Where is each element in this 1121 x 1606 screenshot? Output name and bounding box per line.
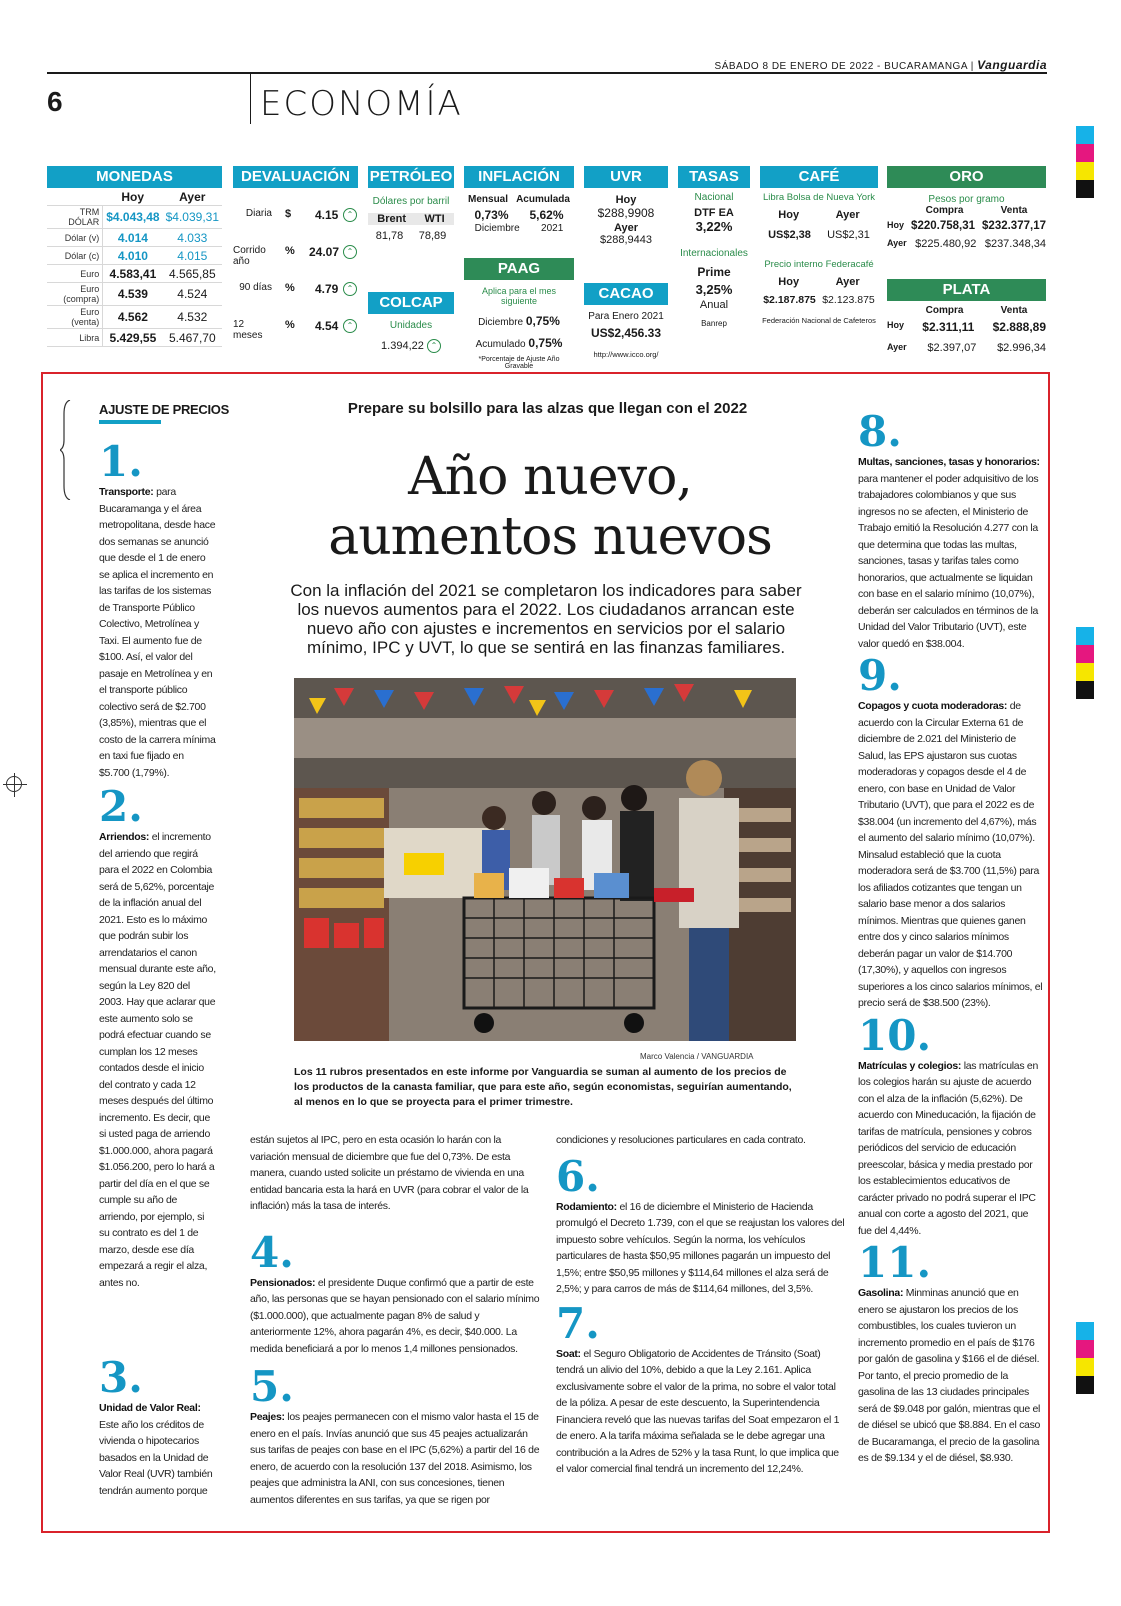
brace-icon — [60, 400, 74, 500]
list-item: Copagos y cuota moderadoras: de acuerdo con la Circular Externa 61 de diciembre de 2.021 del Ministerio de Salud, las EPS ajustaron sus cuotas moderadoras y copagos desde el 4 de enero, con base en Unidad de Valor Tributario (UVT), que para el 2022 es de $38.004 (un incremento del 4,67%), más el aumento del salario mínimo (10,07%). Minsalud estableció que la cuota moderadora será de $3.700 (11,5%) para los afiliados cotizantes que tengan un salario base menor a dos salarios mínimos. Mientras que quienes ganen entre dos y cinco salarios mínimos deberán pagar un valor de $14.700 (17,30%), y aquellos con ingresos superiores a los cinco salarios mínimos, el precio será de $38.500 (23%). — [858, 700, 1043, 1009]
petroleo-subtitle: Dólares por barril — [372, 196, 450, 207]
cacao-value: US$2,456.33 — [590, 326, 662, 340]
item-number: 9. — [858, 651, 902, 700]
list-item-continued: están sujetos al IPC, pero en esta ocasión lo harán con la variación mensual de diciembre que fue del 0,73%. De esta manera, cuando usted solicite un préstamo de vivienda en una entidad bancaria esta la hará en UVR (para cobrar el valor de la inflación) más la tasa de interés. — [250, 1134, 529, 1212]
list-item: Soat: el Seguro Obligatorio de Accidentes de Tránsito (Soat) tendrá un alivio del 10%, debido a que la Ley 2.161. Aplica exclusivamente sobre el valor de la prima, no sobre el valor total de la póliza. A pesar de este descuento, la Superintendencia Financiera reveló que las nuevas tarifas del Soat empezaron el 1 de enero. A la tarifa máxima señalada se le debe agregar una contribución a la Adres de 52% y la tasa Runt, lo que implica que el valor comercial final tendrá un incremento del 12,24%. — [556, 1347, 840, 1475]
supermarket-photo — [294, 678, 796, 1041]
uvr-box: UVR Hoy $288,9908 Ayer $288,9443 — [584, 166, 668, 246]
table-row: Dólar (v) 4.014 4.033 — [47, 229, 222, 247]
devaluacion-box: DEVALUACIÓN Diaria $ 4.15 ⌃ Corrido año % 24.07 ⌃ 90 días % 4.79 ⌃ 12 meses % 4.54 ⌃ — [233, 166, 358, 368]
wti-value: 78,89 — [418, 230, 447, 242]
list-item-continued: condiciones y resoluciones particulares en cada contrato. — [556, 1134, 806, 1146]
uvr-ayer: $288,9443 — [600, 234, 652, 246]
article-column-2 — [250, 1132, 540, 1508]
list-item: Arriendos: el incremento del arriendo que regirá para el 2022 en Colombia será de 5,62%, porcentaje de la inflación anual del 2021. Esto es lo máximo que podrán subir los arrendatarios el canon mensual durante este año, según la Ley 820 del 2003. Hay que aclarar que este aumento solo se podrá efectuar cuando se cumplan los 12 meses contados desde el inicio del contrato y cada 12 meses después del último incremento. Es decir, que si usted paga de arriendo $1.000.000, ahora pagará $1.056.200, pero lo hará a partir del día en el que se cumple su año de arriendo, por ejemplo, si su contrato es del 1 de marzo, desde ese día empezará a regir el alza, antes no. — [99, 831, 216, 1289]
brand-logo: Vanguardia — [977, 58, 1047, 72]
cacao-box: CACAO Para Enero 2021 US$2,456.33 http://www.icco.org/ — [584, 283, 668, 359]
arrow-up-icon: ⌃ — [343, 245, 357, 259]
plata-box: PLATA Compra Venta Hoy $2.311,11 $2.888,89 Ayer $2.397,07 $2.996,34 — [887, 281, 1046, 354]
paag-box: PAAG Aplica para el mes siguiente Diciembre 0,75% Acumulado 0,75% *Porcentaje de Ajuste Año Gravable — [464, 258, 574, 370]
colcap-value: 1.394,22 — [381, 339, 424, 352]
paag-title: PAAG — [464, 258, 574, 280]
tasas-box: TASAS Nacional DTF EA 3,22% Internacionales Prime 3,25% Anual Banrep — [678, 166, 750, 328]
colcap-subtitle: Unidades — [389, 320, 433, 331]
arrow-up-icon: ⌃ — [427, 339, 441, 353]
petroleo-box — [368, 166, 454, 242]
item-number: 8. — [858, 407, 902, 456]
inflacion-acumulada: 5,62% — [529, 208, 564, 222]
inflacion-mensual: 0,73% — [474, 208, 509, 222]
kicker-bar — [99, 420, 161, 424]
monedas-table — [47, 188, 222, 347]
header-rule — [47, 72, 1047, 74]
devaluacion-title: DEVALUACIÓN — [233, 166, 358, 188]
item-number: 7. — [556, 1298, 600, 1348]
prime-value: 3,25% — [695, 282, 733, 297]
photo-caption: Los 11 rubros presentados en este informe por Vanguardia se suman al aumento de los precios de los productos de la canasta familiar, que para este año, según economistas, seguirían aumentando, al menos en lo que se proyecta para el primer trimestre. — [294, 1066, 792, 1108]
item-number: 5. — [250, 1362, 294, 1411]
list-item: Transporte: para Bucaramanga y el área metropolitana, desde hace dos semanas se anunció que desde el 1 de enero se aplica el incremento en las tarifas de los sistemas de Transporte Público Colectivo, Metrolínea y Taxi. El aumento fue de $100. Así, el valor del pasaje en Metrolínea y en el transporte público colectivo será de $2.700 (3,85%), mientras que el costo de la carrera mínima en taxi fue fijado en $5.700 (1,79%). — [99, 486, 216, 779]
plata-title: PLATA — [887, 279, 1046, 301]
tasas-title: TASAS — [678, 166, 750, 188]
item-number: 3. — [99, 1353, 143, 1402]
cafe-box: CAFÉ Libra Bolsa de Nueva York Hoy Ayer US$2,38 US$2,31 Precio interno Federacafé Hoy Ayer $2.187.875 $2.123.875 Federación Nacional de Cafeteros — [760, 166, 878, 325]
list-item: Rodamiento: el 16 de diciembre el Ministerio de Hacienda promulgó el Decreto 1.739, con el que se reajustan los valores del impuesto sobre vehículos. Según la norma, los vehículos particulares de hasta $50,95 millones pagarán un impuesto del 1,5%; entre $50,95 millones y $114,64 millones el alza será de 2,5%; y para carros de más de $114,64 millones, del 3,5%. — [556, 1200, 845, 1295]
colcap-title: COLCAP — [368, 292, 454, 314]
col-hoy: Hoy — [103, 188, 163, 206]
list-item: Multas, sanciones, tasas y honorarios: para mantener el poder adquisitivo de los trabajadores colombianos y que sus ingresos no se afecten, el Ministerio de Trabajo emitió la Resolución 4.277 con la que determina que todas las multas, sanciones, tasas y tarifas tales como honorarios, que actualmente se liquidan con base en el salario mínimo (10,07%), deberán ser calculados en términos de la Unidad del Valor Tributario (UVT), este valor quedó en $38.004. — [858, 456, 1040, 650]
article-title: Año nuevo, aumentos nuevos — [328, 447, 772, 567]
color-bar-mid — [1076, 627, 1094, 699]
dateline: SÁBADO 8 DE ENERO DE 2022 - BUCARAMANGA | Vanguardia — [714, 58, 1047, 72]
section-title: ECONOMÍA — [260, 84, 463, 124]
uvr-title: UVR — [584, 166, 668, 188]
colcap-box — [368, 292, 454, 353]
table-row: Dólar (c) 4.010 4.015 — [47, 247, 222, 265]
article-column-1 — [99, 437, 216, 1291]
page-number: 6 — [47, 86, 63, 117]
brent-label: Brent — [377, 213, 406, 225]
article-column-1-bottom — [99, 1353, 216, 1499]
list-item: Peajes: los peajes permanecen con el mismo valor hasta el 15 de enero en el país. Invías anunció que sus 45 peajes actualizarán sus tarifas de peajes con base en el IPC (5,62%) a partir del 16 de enero, de acuerdo con la resolución 137 del 2018. Asimismo, los peajes que administra la ANI, con sus concesiones, tienen aumentos diferentes en sus tarifas, ya que se rigen por — [250, 1411, 540, 1506]
table-row: Euro 4.583,41 4.565,85 — [47, 265, 222, 283]
article-lead: Con la inflación del 2021 se completaron los indicadores para saber los nuevos aumentos para el 2022. Los ciudadanos arrancan este nuevo año con ajustes e incrementos en servicios por el salario mínimo, IPC y UVT, lo que se sentirá en las finanzas familiares. — [290, 581, 802, 657]
article-pretitle: Prepare su bolsillo para las alzas que llegan con el 2022 — [347, 400, 748, 417]
color-bar-bottom — [1076, 1322, 1094, 1394]
oro-box: ORO Pesos por gramo Compra Venta Hoy $220.758,31 $232.377,17 Ayer $225.480,92 $237.348,34 — [887, 168, 1046, 250]
table-row: Euro (compra) 4.539 4.524 — [47, 283, 222, 306]
oro-title: ORO — [887, 166, 1046, 188]
list-item: Matrículas y colegios: las matrículas en los colegios harán su ajuste de acuerdo con el alza de la inflación (5,62%). De acuerdo con Mineducación, la fijación de tarifas de matrícula, pensiones y cobros periódicos del servicio de educación preescolar, básica y media prestado por los establecimientos educativos de carácter privado no podrá superar el IPC anual con corte a agosto del 2021, que fue del 4,44%. — [858, 1059, 1038, 1237]
cacao-title: CACAO — [584, 283, 668, 305]
article-column-4 — [858, 407, 1043, 1467]
header-divider — [250, 74, 251, 124]
petroleo-title: PETRÓLEO — [368, 166, 454, 188]
table-row: TRM DÓLAR $4.043,48 $4.039,31 — [47, 206, 222, 229]
article-column-3 — [556, 1132, 846, 1478]
brent-value: 81,78 — [375, 230, 404, 242]
color-bar-top — [1076, 126, 1094, 198]
item-number: 10. — [858, 1010, 932, 1060]
table-row: Libra 5.429,55 5.467,70 — [47, 329, 222, 347]
inflacion-box: INFLACIÓN Mensual Acumulada 0,73% 5,62% Diciembre 2021 — [464, 166, 574, 234]
photo-credit: Marco Valencia / VANGUARDIA — [640, 1052, 754, 1061]
item-number: 11. — [858, 1238, 932, 1287]
uvr-hoy: $288,9908 — [597, 206, 655, 220]
cafe-ayer: US$2,31 — [827, 229, 870, 241]
item-number: 1. — [99, 437, 143, 486]
monedas-box — [47, 166, 222, 347]
arrow-up-icon: ⌃ — [343, 282, 357, 296]
article-kicker: AJUSTE DE PRECIOS — [99, 402, 229, 417]
item-number: 4. — [250, 1227, 294, 1277]
dtf-value: 3,22% — [695, 219, 733, 234]
table-row: Euro (venta) 4.562 4.532 — [47, 306, 222, 329]
list-item: Gasolina: Minminas anunció que en enero se ajustaron los precios de los combustibles, los cuales tuvieron un incremento promedio en el país de $176 por galón de gasolina y $166 el de diésel. Por tanto, el precio promedio de la gasolina de las 13 ciudades principales será de $9.048 por galón, mientras que el de diésel se ubicó que $8.884. En el caso de Bucaramanga, el precio de la gasolina es de $9.134 y el de diésel, $8.930. — [858, 1287, 1041, 1464]
cafe-hoy: US$2,38 — [768, 229, 811, 241]
registration-mark-icon — [6, 776, 22, 792]
cafe-title: CAFÉ — [760, 166, 878, 188]
col-ayer: Ayer — [163, 188, 222, 206]
list-item: Unidad de Valor Real: Este año los créditos de vivienda o hipotecarios basados en la Unidad de Valor Real (UVR) también tendrán aumento porque — [99, 1402, 213, 1497]
item-number: 2. — [99, 782, 143, 831]
monedas-title: MONEDAS — [47, 166, 222, 188]
arrow-up-icon: ⌃ — [343, 319, 357, 333]
arrow-up-icon: ⌃ — [343, 208, 357, 222]
item-number: 6. — [556, 1151, 600, 1201]
cacao-url[interactable]: http://www.icco.org/ — [593, 350, 659, 359]
list-item: Pensionados: el presidente Duque confirmó que a partir de este año, las personas que se hayan pensionado con el salario mínimo ($1.000.000), que actualmente pagan 8% de salud y anteriormente 12%, ahora pagarán 4%, es decir, $40.000. La medida beneficiará a por lo menos 1,4 millones pensionados. — [250, 1276, 540, 1355]
inflacion-title: INFLACIÓN — [464, 166, 574, 188]
wti-label: WTI — [424, 213, 445, 225]
